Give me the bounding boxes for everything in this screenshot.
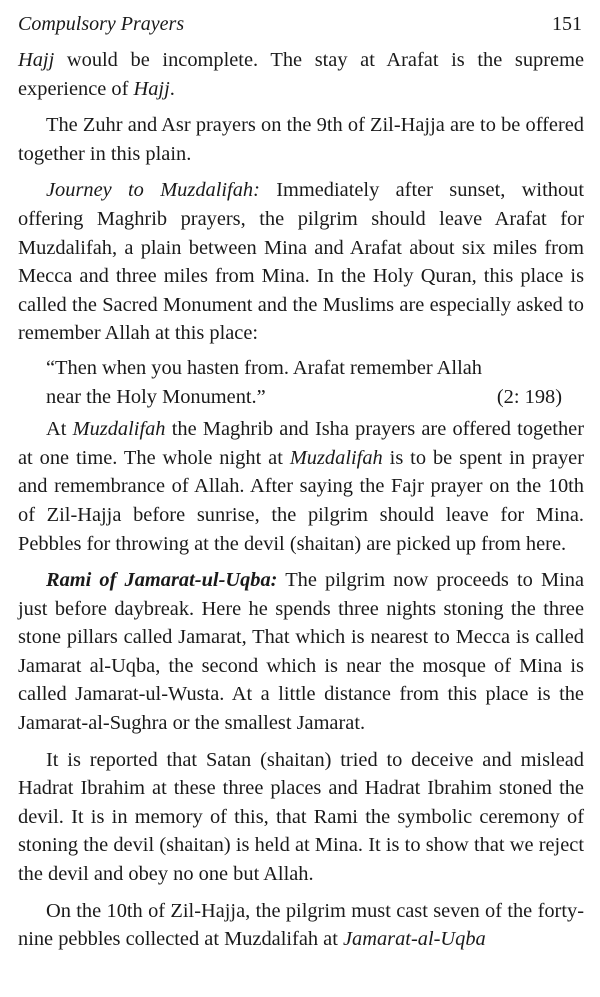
paragraph-1-end: . [169, 77, 175, 100]
quote-line-2 [46, 383, 584, 412]
term-jamarat-al-uqba: Jamarat-al-Uqba [343, 928, 486, 951]
term-muzdalifah: Muzdalifah [72, 418, 166, 441]
paragraph-5-text: The pilgrim now proceeds to Mina just before daybreak. Here he spends three nights stoning the three stone pillars called Jamarat, That which is nearest to Mecca is called Jamarat al-Uqba, the second which is near the mosque of Mina is called Jamarat-ul-Wusta. At a little distance from this place is the Jamarat-al-Sughra or the smallest Jamarat. [18, 569, 584, 735]
paragraph-7 [18, 897, 584, 954]
paragraph-2: The Zuhr and Asr prayers on the 9th of Zil-Hajja are to be offered together in this plain. [18, 114, 584, 165]
paragraph-6: It is reported that Satan (shaitan) tried to deceive and mislead Hadrat Ibrahim at these three places and Hadrat Ibrahim stoned the devil. It is in memory of this, that Rami the symbolic ceremony of stoning the devil (shaitan) is held at Mina. It is to show that we reject the devil and obey no one but Allah. [18, 748, 584, 886]
paragraph-3 [18, 176, 584, 348]
paragraph-4-start: At [46, 418, 73, 441]
quote-line-1: “Then when you hasten from. Arafat remember Allah [46, 356, 482, 379]
paragraph-3-text: Immediately after sunset, without offering Maghrib prayers, the pilgrim should leave Arafat for Muzdalifah, a plain between Mina and Arafat about six miles from Mecca and three miles from Mina. In the Holy Quran, this place is called the Sacred Monument and the Muslims are especially asked to remember Allah at this place: [18, 179, 584, 345]
page-number: 151 [552, 13, 582, 35]
paragraph-1-text: would be incomplete. The stay at Arafat is the supreme experience of [18, 49, 584, 100]
section-heading-muzdalifah: Journey to Muzdalifah: [46, 179, 260, 202]
paragraph-4-end: is to be spent in prayer and remembrance of Allah. After saying the Fajr prayer on the 10th of Zil-Hajja before sunrise, the pilgrim should leave for Mina. Pebbles for throwing at the devil (shaitan) are picked up from here. [18, 446, 584, 555]
paragraph-4 [18, 415, 584, 558]
section-heading-rami: Rami of Jamarat-ul-Uqba: [46, 569, 278, 592]
paragraph-4-text: the Maghrib and Isha prayers are offered together at one time. The whole night at [18, 418, 584, 469]
paragraph-5 [18, 566, 584, 738]
term-hajj: Hajj [133, 77, 170, 100]
chapter-title: Compulsory Prayers [18, 13, 185, 35]
term-muzdalifah: Muzdalifah [289, 446, 383, 469]
quote-reference: (2: 198) [496, 385, 562, 408]
running-header [18, 10, 584, 38]
paragraph-7-text: On the 10th of Zil-Hajja, the pilgrim must cast seven of the forty-nine pebbles collected at Muzdalifah at [18, 899, 584, 951]
quote-line-2-text: near the Holy Monument.” [46, 385, 266, 408]
paragraph-1 [18, 46, 584, 103]
quran-quote [46, 354, 584, 411]
term-hajj: Hajj [18, 49, 55, 71]
